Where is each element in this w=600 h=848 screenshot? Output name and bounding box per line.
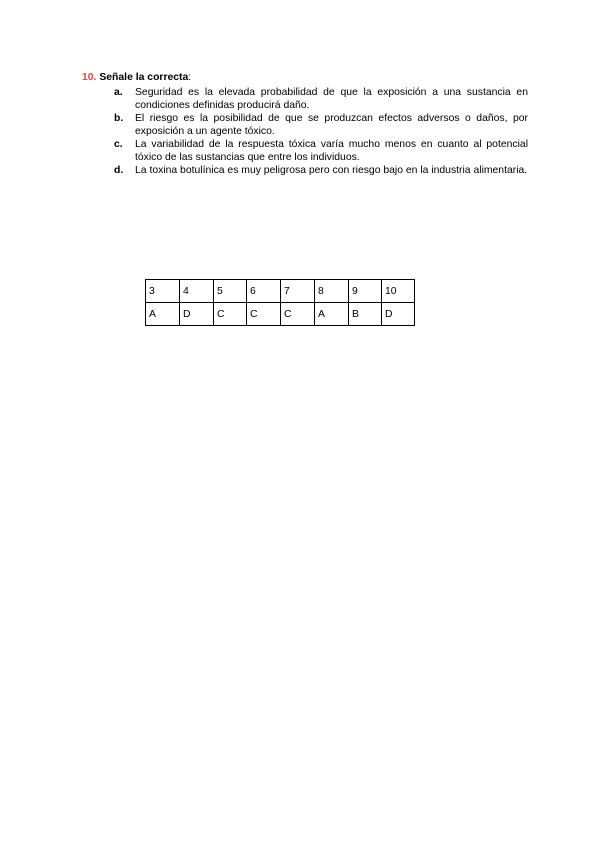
option-list [82, 86, 528, 177]
question-colon: : [188, 72, 192, 83]
table-cell: 8 [315, 280, 349, 303]
table-cell: B [349, 303, 382, 326]
table-cell: 3 [146, 280, 180, 303]
option-letter: d. [114, 165, 124, 176]
option-letter: a. [114, 87, 123, 98]
table-cell: 9 [349, 280, 382, 303]
option-letter: c. [114, 139, 123, 150]
table-cell: 5 [214, 280, 247, 303]
option-letter: b. [114, 113, 124, 124]
table-cell: D [382, 303, 415, 326]
table-cell: A [146, 303, 180, 326]
option-c [82, 138, 528, 164]
option-d [82, 164, 528, 177]
question-title: Señale la correcta [99, 72, 189, 83]
table-cell: D [180, 303, 214, 326]
question-block [82, 71, 528, 177]
answer-row [146, 303, 415, 326]
option-b [82, 112, 528, 138]
table-cell: 6 [247, 280, 281, 303]
answer-table [145, 279, 415, 326]
table-cell: 7 [281, 280, 315, 303]
table-cell: C [247, 303, 281, 326]
table-cell: A [315, 303, 349, 326]
table-cell: C [214, 303, 247, 326]
question-number-row [146, 280, 415, 303]
question-heading [82, 71, 528, 84]
option-text: La toxina botulínica es muy peligrosa pero con riesgo bajo en la industria alimentaria. [135, 165, 528, 176]
table-cell: 4 [180, 280, 214, 303]
option-text: La variabilidad de la respuesta tóxica varía mucho menos en cuanto al potencial tóxico de las sustancias que entre los individuos. [135, 139, 528, 163]
option-text: El riesgo es la posibilidad de que se produzcan efectos adversos o daños, por exposición a un agente tóxico. [135, 113, 528, 137]
question-number: 10. [82, 72, 97, 83]
table-cell: 10 [382, 280, 415, 303]
option-text: Seguridad es la elevada probabilidad de que la exposición a una sustancia en condiciones definidas producirá daño. [135, 87, 528, 111]
table-cell: C [281, 303, 315, 326]
option-a [82, 86, 528, 112]
